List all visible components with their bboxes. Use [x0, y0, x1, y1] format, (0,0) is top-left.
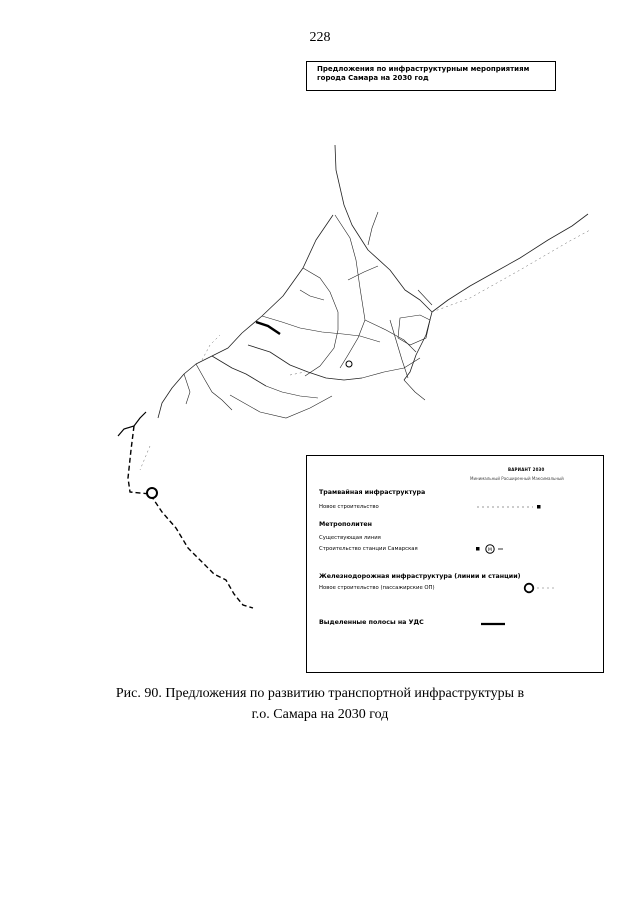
map-streets — [184, 212, 432, 418]
metro-m-letter: М — [488, 547, 492, 553]
legend-metro-station-square — [476, 547, 480, 551]
legend-metro-existing-line: Существующая линия — [319, 535, 381, 541]
street — [266, 386, 318, 398]
legend-metro-station-construction: Строительство станции Самарская — [319, 546, 418, 552]
street — [398, 315, 430, 345]
map-outline-river — [158, 333, 242, 418]
street — [196, 364, 232, 410]
rail-line — [432, 230, 590, 312]
map-outline-boundary — [335, 145, 588, 312]
legend-tram-new-construction: Новое строительство — [319, 504, 379, 510]
map-title-line-1: Предложения по инфраструктурным мероприятиям — [317, 65, 530, 73]
legend-variant: ВАРИАНТ 2030 — [508, 467, 545, 472]
bus-lane-segment — [118, 412, 146, 436]
street — [303, 268, 338, 376]
map-outline-south-boundary — [248, 345, 362, 380]
legend-metro-heading: Метрополитен — [319, 521, 372, 528]
legend-tram-stop-symbol — [537, 505, 541, 509]
street — [418, 290, 432, 305]
map-outline — [158, 145, 588, 418]
legend-railway-station-symbol — [525, 584, 534, 593]
page-number: 228 — [309, 30, 331, 45]
street — [368, 212, 378, 245]
street — [404, 380, 425, 400]
rail-line — [140, 446, 150, 470]
street — [365, 320, 416, 352]
street — [343, 334, 380, 342]
street — [184, 374, 190, 404]
railway-new-station-marker — [147, 488, 157, 498]
map-outline-west — [242, 215, 333, 333]
legend-bus-lanes-heading: Выделенные полосы на УДС — [319, 619, 424, 626]
street — [230, 395, 332, 418]
metro-station-marker — [346, 361, 352, 367]
street — [300, 290, 324, 300]
bus-lane-segment — [256, 322, 280, 334]
map-rail-lines — [140, 230, 590, 470]
legend-symbols — [307, 456, 605, 674]
rail-line — [290, 372, 305, 375]
railway-new-construction-line — [128, 426, 253, 608]
street — [348, 266, 378, 280]
map-outline-south-district — [212, 356, 266, 386]
legend-railway-new-construction: Новое строительство (пассажирские ОП) — [319, 585, 435, 591]
map-legend — [306, 455, 604, 673]
legend-tram-heading: Трамвайная инфраструктура — [319, 489, 426, 496]
legend-railway-heading: Железнодорожная инфраструктура (линии и станции) — [319, 573, 521, 580]
map-outline-east — [404, 312, 432, 380]
figure-caption-line-2: г.о. Самара на 2030 год — [251, 707, 389, 722]
legend-variant-options: Минимальный Расширенный Максимальный — [470, 476, 564, 481]
map-title-line-2: города Самара на 2030 год — [317, 74, 429, 82]
figure-caption-line-1: Рис. 90. Предложения по развитию транспортной инфраструктуры в — [115, 686, 525, 701]
